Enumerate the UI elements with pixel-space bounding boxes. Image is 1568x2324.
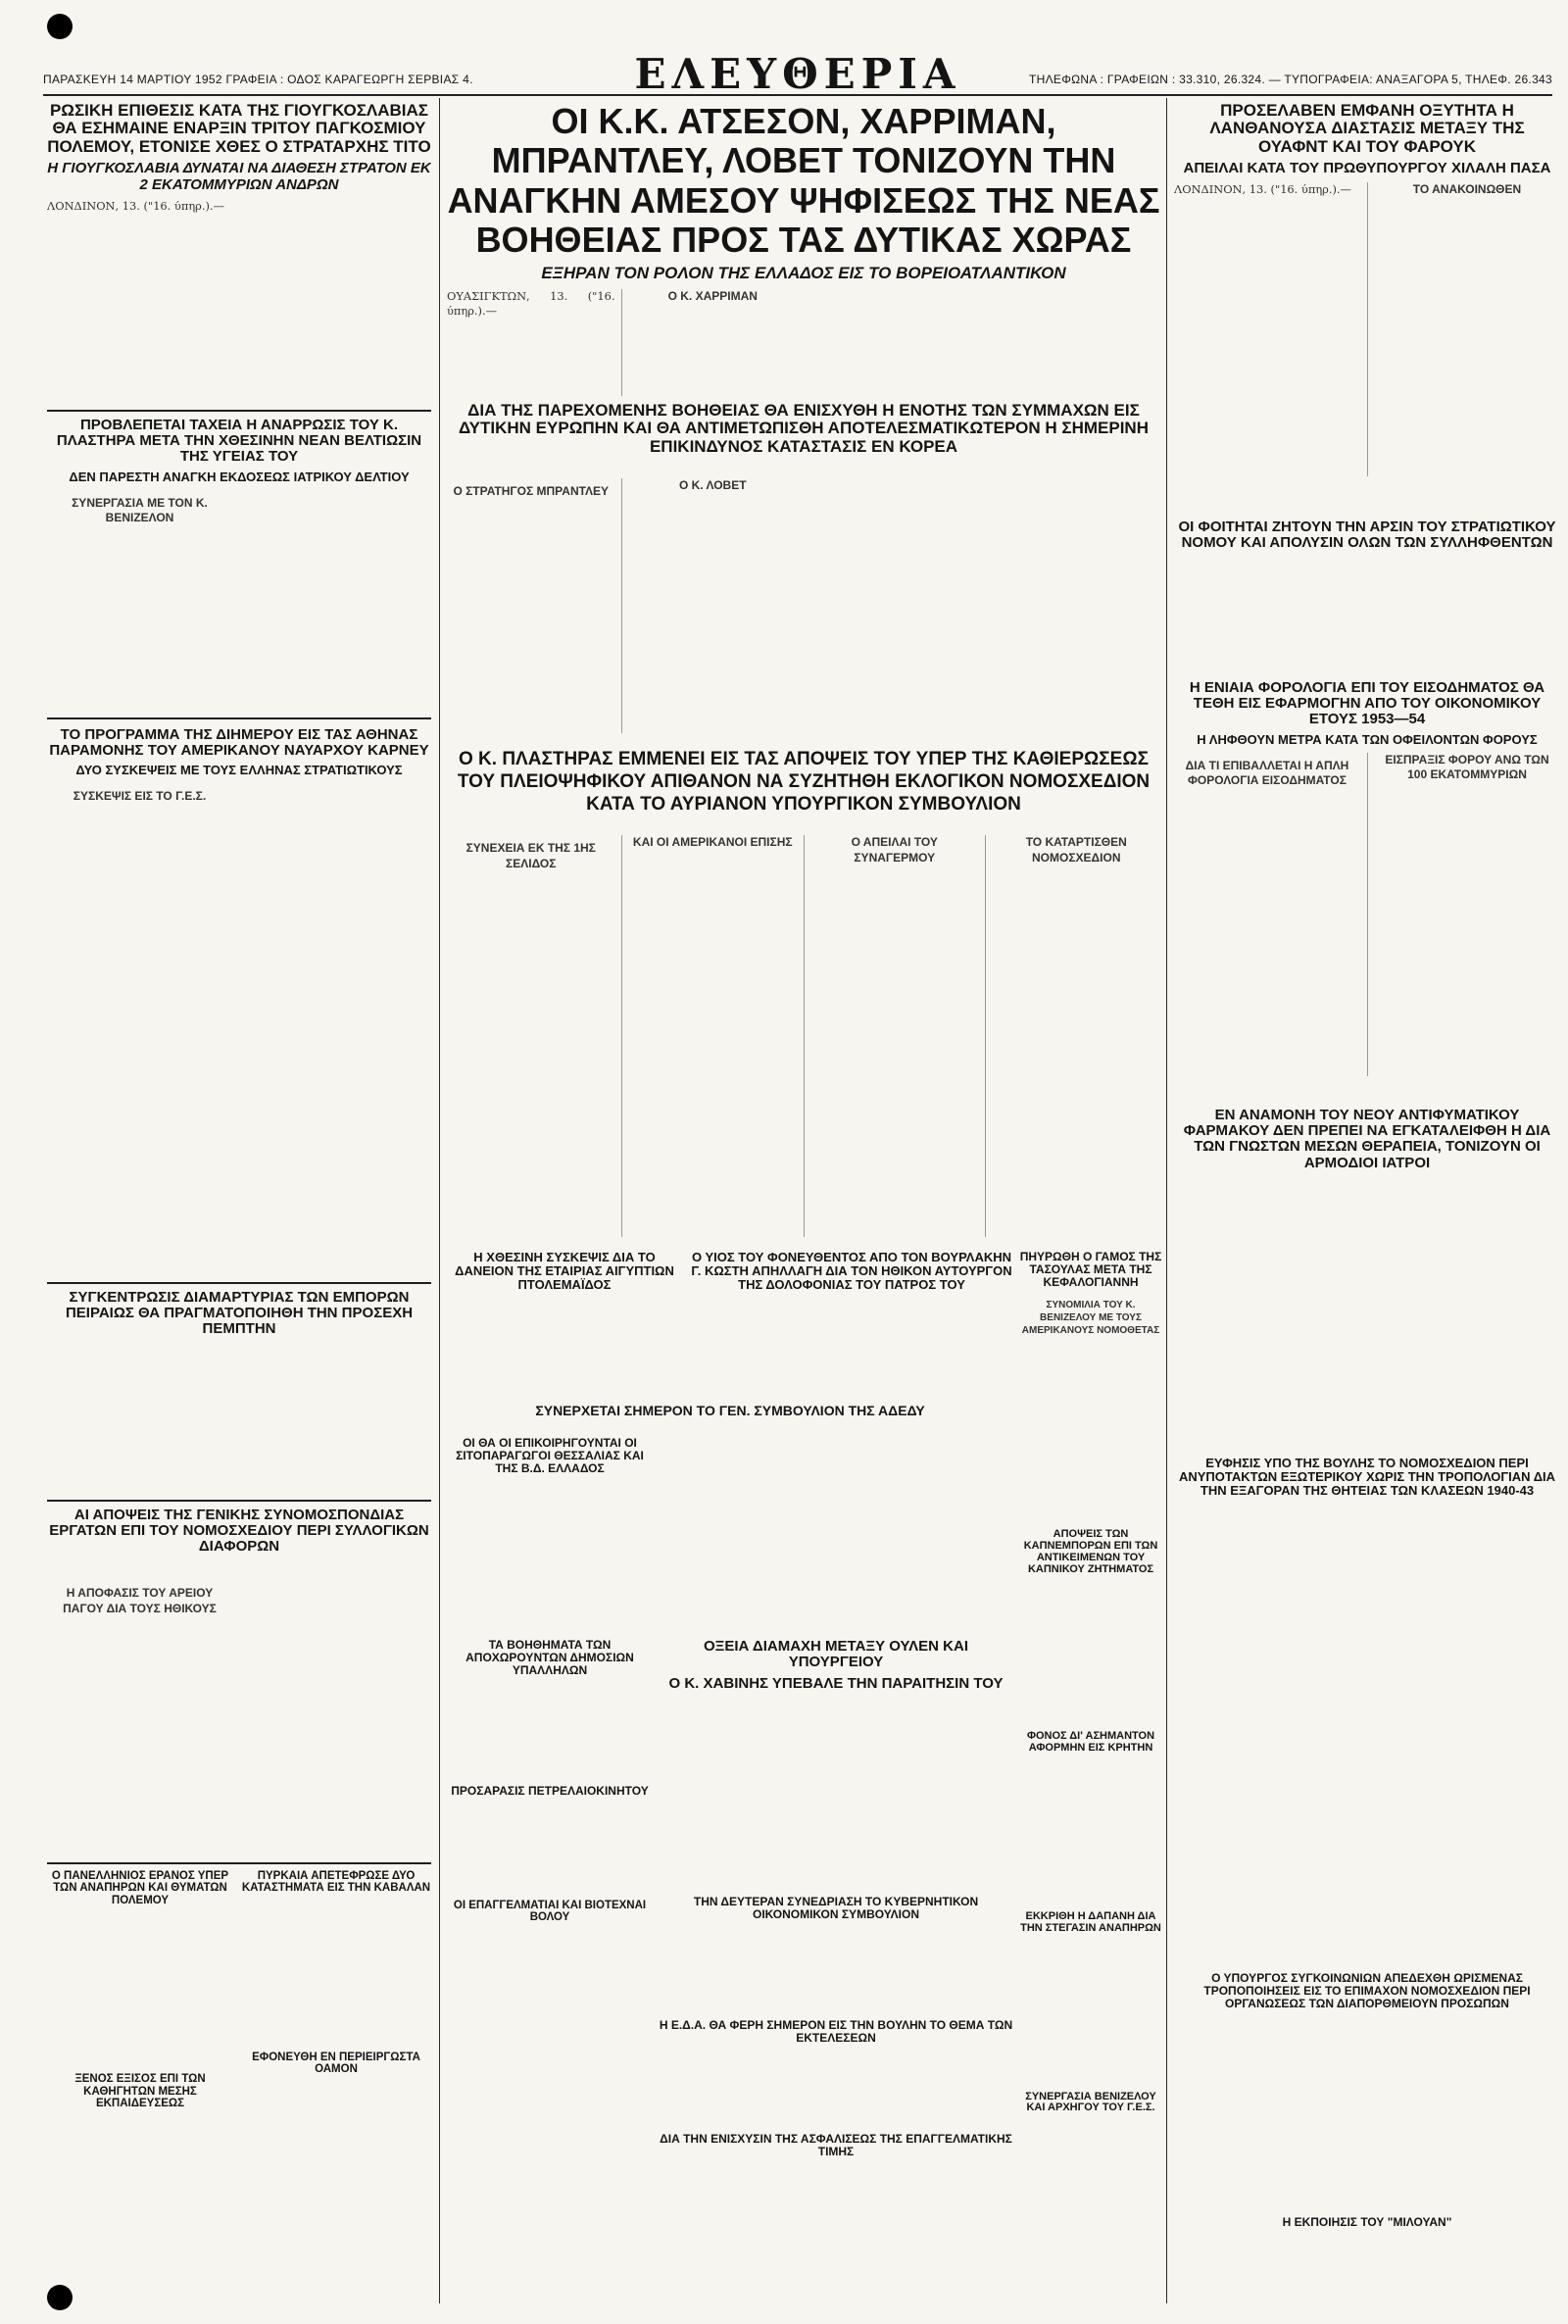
body-tito xyxy=(47,199,431,395)
body-tax xyxy=(1174,753,1560,1076)
headline-unity: ΔΙΑ ΤΗΣ ΠΑΡΕΧΟΜΕΝΗΣ ΒΟΗΘΕΙΑΣ ΘΑ ΕΝΙΣΧΥΘΗ Η ΕΝΟΤΗΣ ΤΩΝ ΣΥΜΜΑΧΩΝ ΕΙΣ ΔΥΤΙΚΗΝ ΕΥΡΩΠΗΝ ΚΑΙ ΘΑ ΑΝΤΙΜΕΤΩΠΙΣΘΗ ΑΠΟΤΕΛΕΣΜΑΤΙΚΩΤΕΡΟΝ Η ΣΗΜΕΡΙΝΗ ΕΠΙΚΙΝΔΥΝΟΣ ΚΑΤΑΣΤΑΣΙΣ ΕΝ ΚΟΡΕΑ xyxy=(459,402,1149,456)
body-workers xyxy=(47,1580,431,1851)
article-adedy xyxy=(447,1404,1013,1433)
section-heraklion: ΣΥΝΟΜΙΛΙΑ ΤΟΥ Κ. ΒΕΝΙΖΕΛΟΥ ΜΕ ΤΟΥΣ ΑΜΕΡΙΚΑΝΟΥΣ ΝΟΜΟΘΕΤΑΣ xyxy=(1021,1299,1160,1337)
rule-carney xyxy=(47,1282,431,1284)
headline-carney: ΤΟ ΠΡΟΓΡΑΜΜΑ ΤΗΣ ΔΙΗΜΕΡΟΥ ΕΙΣ ΤΑΣ ΑΘΗΝΑΣ ΠΑΡΑΜΟΝΗΣ ΤΟΥ ΑΜΕΡΙΚΑΝΟΥ ΝΑΥΑΡΧΟΥ ΚΑΡΝΕΥ xyxy=(49,727,429,760)
subhead-tax: Η ΛΗΦΘΟΥΝ ΜΕΤΡΑ ΚΑΤΑ ΤΩΝ ΟΦΕΙΛΟΝΤΩΝ ΦΟΡΟΥΣ xyxy=(1197,731,1538,747)
headline-murder: ΕΦΟΝΕΥΘΗ ΕΝ ΠΕΡΙΕΙΡΓΩΣΤΑ ΟΑΜΟΝ xyxy=(252,2051,420,2076)
headline-milouyan: Η ΕΚΠΟΙΗΣΙΣ ΤΟΥ "ΜΙΛΟΥΑΝ" xyxy=(1282,2215,1452,2229)
body-crete-murder xyxy=(1019,1758,1162,1905)
article-volos xyxy=(447,1900,653,2282)
subhead-carney: ΔΥΟ ΣΥΣΚΕΨΕΙΣ ΜΕ ΤΟΥΣ ΕΛΛΗΝΑΣ ΣΤΡΑΤΙΩΤΙΚΟΥΣ xyxy=(75,763,403,778)
article-smokers xyxy=(1019,1529,1162,1725)
body-murder xyxy=(241,2080,431,2227)
column-rule-1 xyxy=(439,98,440,2303)
article-piraeus xyxy=(47,1290,431,1496)
masthead xyxy=(43,49,1552,96)
headline-workers: ΑΙ ΑΠΟΨΕΙΣ ΤΗΣ ΓΕΝΙΚΗΣ ΣΥΝΟΜΟΣΠΟΝΔΙΑΣ ΕΡΓΑΤΩΝ ΕΠΙ ΤΟΥ ΝΟΜΟΣΧΕΔΙΟΥ ΠΕΡΙ ΣΥΛΛΟΓΙΚΩΝ ΔΙΑΦΟΡΩΝ xyxy=(49,1508,429,1556)
section-lovett: Ο Κ. ΛΟΒΕΤ xyxy=(678,478,747,492)
headline-venizelos-cooperation: ΣΥΝΕΡΓΑΣΙΑ ΒΕΝΙΖΕΛΟΥ ΚΑΙ ΑΡΧΗΓΟΥ ΤΟΥ Γ.Ε.Σ. xyxy=(1025,2091,1156,2114)
body-kosti xyxy=(690,1296,1013,1394)
section-electoral-4: ΤΟ ΚΑΤΑΡΤΙΣΘΕΝ ΝΟΜΟΣΧΕΔΙΟΝ xyxy=(1025,835,1127,865)
article-crete-murder xyxy=(1019,1731,1162,2282)
article-workers xyxy=(47,1508,431,1576)
body-insurance xyxy=(659,2162,1013,2250)
article-aid-officials xyxy=(447,1639,653,1894)
section-venizelos-cooperation: ΣΥΝΕΡΓΑΣΙΑ ΜΕ ΤΟΝ Κ. ΒΕΝΙΖΕΛΟΝ xyxy=(72,495,208,525)
body-extradition xyxy=(1174,1504,1560,1935)
body-antibiotic xyxy=(1174,1177,1560,1432)
headline-transport: Ο ΥΠΟΥΡΓΟΣ ΣΥΓΚΟΙΝΩΝΙΩΝ ΑΠΕΔΕΧΘΗ ΩΡΙΣΜΕΝΑΣ ΤΡΟΠΟΠΟΙΗΣΕΙΣ ΕΙΣ ΤΟ ΕΠΙΜΑΧΟΝ ΝΟΜΟΣΧΕΔΙΟΝ ΠΕΡΙ ΟΡΓΑΝΩΣΕΩΣ ΤΩΝ ΔΙΑΠΟΡΘΜΕΙΟΥΝ ΠΡΟΣΩΠΩΝ xyxy=(1203,1972,1531,2010)
body-plastiras-health xyxy=(47,490,431,686)
article-kavala-fire xyxy=(241,1870,431,2282)
body-eda xyxy=(659,2049,1013,2127)
article-electoral-body xyxy=(447,835,1160,1247)
rule-workers xyxy=(47,1862,431,1864)
body-carney xyxy=(47,783,431,1234)
article-unity-body xyxy=(447,478,1160,739)
body-foreign-tongue xyxy=(47,2113,233,2250)
section-electoral-3: Ο ΑΠΕΙΛΑΙ ΤΟΥ ΣΥΝΑΓΕΡΜΟΥ xyxy=(851,835,938,865)
section-electoral-2: ΚΑΙ ΟΙ ΑΜΕΡΙΚΑΝΟΙ ΕΠΙΣΗΣ xyxy=(632,835,793,849)
article-kosti xyxy=(690,1251,1013,1398)
headline-eda: Η Ε.Δ.Α. ΘΑ ΦΕΡΗ ΣΗΜΕΡΟΝ ΕΙΣ ΤΗΝ ΒΟΥΛΗΝ ΤΟ ΘΕΜΑ ΤΩΝ ΕΚΤΕΛΕΣΕΩΝ xyxy=(659,2018,1013,2045)
article-war-victims xyxy=(47,1870,233,2282)
body-volos xyxy=(447,1928,653,2251)
section-bradley: Ο ΣΤΡΑΤΗΓΟΣ ΜΠΡΑΝΤΛΕΥ xyxy=(453,484,610,498)
headline-smokers: ΑΠΟΨΕΙΣ ΤΩΝ ΚΑΠΝΕΜΠΟΡΩΝ ΕΠΙ ΤΩΝ ΑΝΤΙΚΕΙΜΕΝΩΝ ΤΟΥ ΚΑΠΝΙΚΟΥ ΖΗΤΗΜΑΤΟΣ xyxy=(1023,1529,1158,1575)
article-heraklion xyxy=(1019,1251,1162,1525)
body-egypt-company xyxy=(447,1296,682,1394)
headline-antibiotic: ΕΝ ΑΝΑΜΟΝΗ ΤΟΥ ΝΕΟΥ ΑΝΤΙΦΥΜΑΤΙΚΟΥ ΦΑΡΜΑΚΟΥ ΔΕΝ ΠΡΕΠΕΙ ΝΑ ΕΓΚΑΤΑΛΕΙΦΘΗ Η ΔΙΑ ΤΩΝ ΓΝΩΣΤΩΝ ΜΕΣΩΝ ΘΕΡΑΠΕΙΑ, ΤΟΝΙΖΟΥΝ ΟΙ ΑΡΜΟΔΙΟΙ ΙΑΤΡΟΙ xyxy=(1183,1108,1551,1171)
body-adedy xyxy=(659,1437,1013,1629)
article-ministers xyxy=(659,1639,1013,1700)
article-second-session xyxy=(659,1896,1013,2282)
article-transport xyxy=(1174,1972,1560,2282)
headline-adedy: ΣΥΝΕΡΧΕΤΑΙ ΣΗΜΕΡΟΝ ΤΟ ΓΕΝ. ΣΥΜΒΟΥΛΙΟΝ ΤΗΣ ΑΔΕΔΥ xyxy=(535,1404,925,1418)
body-students xyxy=(1174,557,1560,655)
headline-tenant-law: ΕΚΚΡΙΘΗ Η ΔΑΠΑΝΗ ΔΙΑ ΤΗΝ ΣΤΕΓΑΣΙΝ ΑΝΑΠΗΡΩΝ xyxy=(1020,1910,1161,1934)
rule-tito xyxy=(47,410,431,412)
article-acheson xyxy=(447,102,1160,396)
punch-hole-top xyxy=(47,14,73,39)
section-tax-1: ΔΙΑ ΤΙ ΕΠΙΒΑΛΛΕΤΑΙ Η ΑΠΛΗ ΦΟΡΟΛΟΓΙΑ ΕΙΣΟΔΗΜΑΤΟΣ xyxy=(1185,758,1349,788)
body-war-victims xyxy=(47,1910,233,2067)
article-farouk xyxy=(1174,102,1560,514)
headline-kosti: Ο ΥΙΟΣ ΤΟΥ ΦΟΝΕΥΘΕΝΤΟΣ ΑΠΟ ΤΟΝ ΒΟΥΡΛΑΚΗΝ Γ. ΚΩΣΤΗ ΑΠΗΛΛΑΓΗ ΔΙΑ ΤΟΝ ΗΘΙΚΟΝ ΑΥΤΟΥΡΓΟΝ ΤΗΣ ΔΟΛΟΦΟΝΙΑΣ ΤΟΥ ΠΑΤΡΟΣ ΤΟΥ xyxy=(691,1251,1012,1293)
body-farouk xyxy=(1174,182,1560,476)
dateline-acheson: ΟΥΑΣΙΓΚΤΩΝ, 13. ("16. ύπηρ.).— xyxy=(447,289,615,319)
office-address: ΓΡΑΦΕΙΑ : ΟΔΟΣ ΚΑΡΑΓΕΩΡΓΗ ΣΕΡΒΙΑΣ 4. xyxy=(225,73,473,86)
body-kavala-fire xyxy=(241,1899,431,2046)
dateline-tito: ΛΟΝΔΙΝΟΝ, 13. ("16. ύπηρ.).— xyxy=(47,199,224,214)
phone-numbers: ΤΗΛΕΦΩΝΑ : ΓΡΑΦΕΙΩΝ : 33.310, 26.324. — ΤΥΠΟΓΡΑΦΕΙΑ: ΑΝΑΞΑΓΟΡΑ 5, ΤΗΛΕΦ. 26.343 xyxy=(1029,73,1552,86)
column-rule-2 xyxy=(1166,98,1167,2303)
subhead-farouk: ΑΠΕΙΛΑΙ ΚΑΤΑ ΤΟΥ ΠΡΩΘΥΠΟΥΡΓΟΥ ΧΙΛΑΛΗ ΠΑΣΑ xyxy=(1183,160,1551,177)
body-heraklion xyxy=(1019,1293,1162,1450)
headline-plastiras-health: ΠΡΟΒΛΕΠΕΤΑΙ ΤΑΧΕΙΑ Η ΑΝΑΡΡΩΣΙΣ ΤΟΥ Κ. ΠΛΑΣΤΗΡΑ ΜΕΤΑ ΤΗΝ ΧΘΕΣΙΝΗΝ ΝΕΑΝ ΒΕΛΤΙΩΣΙΝ ΤΗΣ ΥΓΕΙΑΣ ΤΟΥ xyxy=(56,418,422,466)
section-workers: Η ΑΠΟΦΑΣΙΣ ΤΟΥ ΑΡΕΙΟΥ ΠΑΓΟΥ ΔΙΑ ΤΟΥΣ ΗΘΙΚΟΥΣ xyxy=(63,1586,217,1615)
subhead-ministers: Ο Κ. ΧΑΒΙΝΗΣ ΥΠΕΒΑΛΕ ΤΗΝ ΠΑΡΑΙΤΗΣΙΝ ΤΟΥ xyxy=(668,1676,1004,1693)
headline-egypt-company: Η ΧΘΕΣΙΝΗ ΣΥΣΚΕΨΙΣ ΔΙΑ ΤΟ ΔΑΝΕΙΟΝ ΤΗΣ ΕΤΑΙΡΙΑΣ ΑΙΓΥΠΤΙΩΝ ΠΤΟΛΕΜΑΪΔΟΣ xyxy=(455,1251,674,1293)
subhead-tito: Η ΓΙΟΥΓΚΟΣΛΑΒΙΑ ΔΥΝΑΤΑΙ ΝΑ ΔΙΑΘΕΣΗ ΣΤΡΑΤΟΝ ΕΚ 2 ΕΚΑΤΟΜΜΥΡΙΩΝ ΑΝΔΡΩΝ xyxy=(47,160,431,194)
subhead-acheson: ΕΞΗΡΑΝ ΤΟΝ ΡΟΛΟΝ ΤΗΣ ΕΛΛΑΔΟΣ ΕΙΣ ΤΟ ΒΟΡΕΙΟΑΤΛΑΝΤΙΚΟΝ xyxy=(541,264,1066,283)
article-extradition xyxy=(1174,1457,1560,1966)
article-egypt-company xyxy=(447,1251,682,1398)
section-farouk-communique: ΤΟ ΑΝΑΚΟΙΝΩΘΕΝ xyxy=(1412,182,1522,197)
headline-insurance: ΔΙΑ ΤΗΝ ΕΝΙΣΧΥΣΙΝ ΤΗΣ ΑΣΦΑΛΙΣΕΩΣ ΤΗΣ ΕΠΑΓΓΕΛΜΑΤΙΚΗΣ ΤΙΜΗΣ xyxy=(660,2132,1012,2158)
headline-heraklion: ΠΗΥΡΩΘΗ Ο ΓΑΜΟΣ ΤΗΣ ΤΑΣΟΥΛΑΣ ΜΕΤΑ ΤΗΣ ΚΕΦΑΛΟΓΙΑΝΝΗ xyxy=(1019,1251,1162,1289)
article-carney xyxy=(47,727,431,1276)
article-workers-body xyxy=(47,1580,431,1856)
headline-volos: ΟΙ ΕΠΑΓΓΕΛΜΑΤΙΑΙ ΚΑΙ ΒΙΟΤΕΧΝΑΙ ΒΟΛΟΥ xyxy=(453,1900,647,1924)
rule-piraeus xyxy=(47,1500,431,1502)
headline-thessaly: ΟΙ ΘΑ ΟΙ ΕΠΙΚΟΙΡΗΓΟΥΝΤΑΙ ΟΙ ΣΙΤΟΠΑΡΑΓΩΓΟΙ ΘΕΣΣΑΛΙΑΣ ΚΑΙ ΤΗΣ Β.Δ. ΕΛΛΑΔΟΣ xyxy=(456,1437,644,1475)
body-transport xyxy=(1174,2016,1560,2212)
headline-extradition: ΕΥΦΗΣΙΣ ΥΠΟ ΤΗΣ ΒΟΥΛΗΣ ΤΟ ΝΟΜΟΣΧΕΔΙΟΝ ΠΕΡΙ ΑΝΥΠΟΤΑΚΤΩΝ ΕΞΩΤΕΡΙΚΟΥ ΧΩΡΙΣ ΤΗΝ ΤΡΟΠΟΛΟΓΙΑΝ ΔΙΑ ΤΗΝ ΕΞΑΓΟΡΑΝ ΤΗΣ ΘΗΤΕΙΑΣ ΤΩΝ ΚΛΑΣΕΩΝ 1940-43 xyxy=(1178,1457,1556,1499)
article-thessaly xyxy=(447,1437,653,1633)
headline-students: ΟΙ ΦΟΙΤΗΤΑΙ ΖΗΤΟΥΝ ΤΗΝ ΑΡΣΙΝ ΤΟΥ ΣΤΡΑΤΙΩΤΙΚΟΥ ΝΟΜΟΥ ΚΑΙ ΑΠΟΛΥΣΙΝ ΟΛΩΝ ΤΩΝ ΣΥΛΛΗΦΘΕΝΤΩΝ xyxy=(1178,519,1556,552)
headline-second-session: ΤΗΝ ΔΕΥΤΕΡΑΝ ΣΥΝΕΔΡΙΑΣΗ ΤΟ ΚΥΒΕΡΝΗΤΙΚΟΝ ΟΙΚΟΝΟΜΙΚΟΝ ΣΥΜΒΟΥΛΙΟΝ xyxy=(693,1896,979,1921)
headline-tax: Η ΕΝΙΑΙΑ ΦΟΡΟΛΟΓΙΑ ΕΠΙ ΤΟΥ ΕΙΣΟΔΗΜΑΤΟΣ ΘΑ ΤΕΘΗ ΕΙΣ ΕΦΑΡΜΟΓΗΝ ΑΠΟ ΤΟΥ ΟΙΚΟΝΟΜΙΚΟΥ ΕΤΟΥΣ 1953—54 xyxy=(1189,680,1545,728)
article-antibiotic xyxy=(1174,1108,1560,1451)
section-harriman: Ο Κ. ΧΑΡΡΙΜΑΝ xyxy=(667,289,758,304)
headline-aid-officials: ΤΑ ΒΟΗΘΗΜΑΤΑ ΤΩΝ ΑΠΟΧΩΡΟΥΝΤΩΝ ΔΗΜΟΣΙΩΝ ΥΠΑΛΛΗΛΩΝ xyxy=(466,1639,634,1677)
article-students xyxy=(1174,519,1560,676)
article-ministers-body xyxy=(659,1704,1013,1890)
headline-tito: ΡΩΣΙΚΗ ΕΠΙΘΕΣΙΣ ΚΑΤΑ ΤΗΣ ΓΙΟΥΓΚΟΣΛΑΒΙΑΣ ΘΑ ΕΣΗΜΑΙΝΕ ΕΝΑΡΞΙΝ ΤΡΙΤΟΥ ΠΑΓΚΟΣΜΙΟΥ ΠΟΛΕΜΟΥ, ΕΤΟΝΙΣΕ ΧΘΕΣ Ο ΣΤΡΑΤΑΡΧΗΣ ΤΙΤΟ xyxy=(47,102,431,156)
section-carney: ΣΥΣΚΕΨΙΣ ΕΙΣ ΤΟ Γ.Ε.Σ. xyxy=(73,789,207,804)
headline-crete-murder: ΦΟΝΟΣ ΔΙ' ΑΣΗΜΑΝΤΟΝ ΑΦΟΡΜΗΝ ΕΙΣ ΚΡΗΤΗΝ xyxy=(1026,1731,1155,1754)
body-acheson xyxy=(447,289,1160,396)
body-aid-officials xyxy=(447,1681,653,1779)
headline-farouk: ΠΡΟΣΕΛΑΒΕΝ ΕΜΦΑΝΗ ΟΞΥΤΗΤΑ Η ΛΑΝΘΑΝΟΥΣΑ ΔΙΑΣΤΑΣΙΣ ΜΕΤΑΞΥ ΤΗΣ ΟΥΑΦΝΤ ΚΑΙ ΤΟΥ ΦΑΡΟΥΚ xyxy=(1209,102,1525,156)
headline-ministers: ΟΞΕΙΑ ΔΙΑΜΑΧΗ ΜΕΤΑΞΥ ΟΥΛΕΝ ΚΑΙ ΥΠΟΥΡΓΕΙΟΥ xyxy=(704,1639,968,1671)
article-unity xyxy=(447,402,1160,474)
headline-foreign-tongue: ΞΕΝΟΣ ΕΞΙΣΟΣ ΕΠΙ ΤΩΝ ΚΑΘΗΓΗΤΩΝ ΜΕΣΗΣ ΕΚΠΑΙΔΕΥΣΕΩΣ xyxy=(74,2073,206,2110)
section-electoral-1: ΣΥΝΕΧΕΙΑ ΕΚ ΤΗΣ 1ΗΣ ΣΕΛΙΔΟΣ xyxy=(466,841,596,870)
issue-date: ΠΑΡΑΣΚΕΥΗ 14 ΜΑΡΤΙΟΥ 1952 xyxy=(43,73,222,86)
newspaper-title: ΕΛΕΥΘΕΡΙΑ xyxy=(634,50,961,98)
body-tenant-law xyxy=(1019,1939,1162,2086)
headline-piraeus: ΣΥΓΚΕΝΤΡΩΣΙΣ ΔΙΑΜΑΡΤΥΡΙΑΣ ΤΩΝ ΕΜΠΟΡΩΝ ΠΕΙΡΑΙΩΣ ΘΑ ΠΡΑΓΜΑΤΟΠΟΙΗΘΗ ΤΗΝ ΠΡΟΣΕΧΗ ΠΕΜΠΤΗΝ xyxy=(65,1290,414,1338)
body-thessaly xyxy=(447,1479,653,1616)
body-second-session xyxy=(659,1925,1013,2013)
headline-acheson: ΟΙ Κ.Κ. ΑΤΣΕΣΟΝ, ΧΑΡΡΙΜΑΝ, ΜΠΡΑΝΤΛΕΥ, ΛΟΒΕΤ ΤΟΝΙΖΟΥΝ ΤΗΝ ΑΝΑΓΚΗΝ ΑΜΕΣΟΥ ΨΗΦΙΣΕΩΣ ΤΗΣ ΝΕΑΣ ΒΟΗΘΕΙΑΣ ΠΡΟΣ ΤΑΣ ΔΥΤΙΚΑΣ ΧΩΡΑΣ xyxy=(447,102,1160,260)
rule-plastiras xyxy=(47,717,431,719)
headline-electoral: Ο Κ. ΠΛΑΣΤΗΡΑΣ ΕΜΜΕΝΕΙ ΕΙΣ ΤΑΣ ΑΠΟΨΕΙΣ ΤΟΥ ΥΠΕΡ ΤΗΣ ΚΑΘΙΕΡΩΣΕΩΣ ΤΟΥ ΠΛΕΙΟΨΗΦΙΚΟΥ ΑΠΙΘΑΝΟΝ ΝΑ ΣΥΖΗΤΗΘΗ ΕΚΛΟΓΙΚΟΝ ΝΟΜΟΣΧΕΔΙΟΝ ΚΑΤΑ ΤΟ ΑΥΡΙΑΝΟΝ ΥΠΟΥΡΓΙΚΟΝ ΣΥΜΒΟΥΛΙΟΝ xyxy=(457,749,1151,815)
headline-kavala-fire: ΠΥΡΚΑΙΑ ΑΠΕΤΕΦΡΩΣΕ ΔΥΟ ΚΑΤΑΣΤΗΜΑΤΑ ΕΙΣ ΤΗΝ ΚΑΒΑΛΑΝ xyxy=(241,1870,431,1895)
punch-hole-bottom xyxy=(47,2285,73,2310)
article-electoral xyxy=(447,749,1160,833)
article-tito xyxy=(47,102,431,408)
section-tax-2: ΕΙΣΠΡΑΞΙΣ ΦΟΡΟΥ ΑΝΩ ΤΩΝ 100 ΕΚΑΤΟΜΜΥΡΙΩΝ xyxy=(1385,752,1549,782)
headline-war-victims: Ο ΠΑΝΕΛΛΗΝΙΟΣ ΕΡΑΝΟΣ ΥΠΕΡ ΤΩΝ ΑΝΑΠΗΡΩΝ ΚΑΙ ΘΥΜΑΤΩΝ ΠΟΛΕΜΟΥ xyxy=(51,1870,229,1906)
article-plastiras-health xyxy=(47,418,431,712)
body-smokers xyxy=(1019,1580,1162,1726)
body-electoral xyxy=(447,835,1160,1237)
article-tax xyxy=(1174,680,1560,1102)
headline-petrol: ΠΡΟΣΑΡΑΣΙΣ ΠΕΤΡΕΛΑΙΟΚΙΝΗΤΟΥ xyxy=(451,1784,649,1798)
body-unity xyxy=(447,478,1160,733)
dateline-farouk: ΛΟΝΔΙΝΟΝ, 13. ("16. ύπηρ.).— xyxy=(1174,182,1351,197)
subhead-plastiras-health: ΔΕΝ ΠΑΡΕΣΤΗ ΑΝΑΓΚΗ ΕΚΔΟΣΕΩΣ ΙΑΤΡΙΚΟΥ ΔΕΛΤΙΟΥ xyxy=(69,469,410,484)
body-ministers xyxy=(659,1704,1013,1886)
body-piraeus xyxy=(47,1344,431,1491)
article-adedy-body xyxy=(659,1437,1013,1633)
